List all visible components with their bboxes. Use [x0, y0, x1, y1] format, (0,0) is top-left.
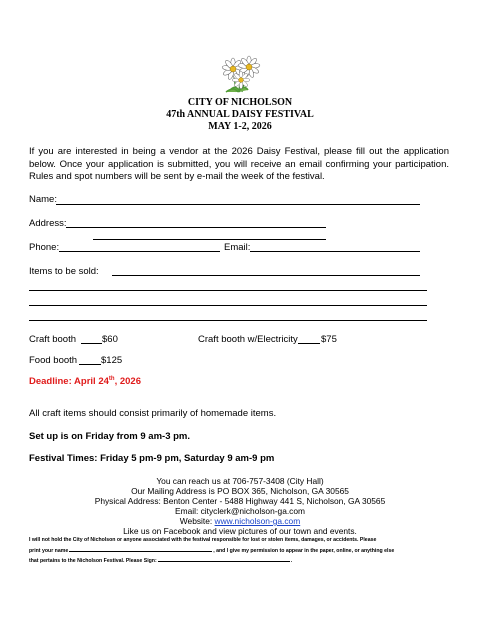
items-line-1[interactable] — [29, 290, 427, 291]
email-field[interactable] — [250, 251, 420, 252]
deadline — [29, 376, 141, 388]
items-field[interactable] — [112, 275, 420, 276]
website-prefix: Website: — [179, 516, 215, 526]
homemade-note: All craft items should consist primarily of homemade items. — [29, 408, 277, 419]
disclaimer-print-label: print your name — [29, 548, 69, 554]
header-dates: MAY 1-2, 2026 — [208, 121, 272, 132]
disclaimer-line1: I will not hold the City of Nicholson or anyone associated with the festival responsible for lost or stolen items, damages, or accidents. Please — [29, 537, 377, 543]
header-festival: 47th ANNUAL DAISY FESTIVAL — [166, 109, 314, 120]
setup-note: Set up is on Friday from 9 am-3 pm. — [29, 431, 191, 442]
craft-booth-label: Craft booth — [29, 334, 76, 345]
craft-elec-price: $75 — [321, 334, 337, 345]
intro-paragraph: If you are interested in being a vendor at the 2026 Daisy Festival, please fill out the application below. Once your application is submitted, you will receive an email confirming your participation. Rules and spot numbers will be sent by e-mail the week of the festival. — [29, 146, 449, 182]
email-link[interactable]: cityclerk@nicholson-ga.com — [200, 506, 305, 516]
signature-field[interactable] — [158, 555, 293, 564]
items-line-2[interactable] — [29, 305, 427, 306]
food-booth-label: Food booth — [29, 355, 78, 366]
address-field-line2[interactable] — [93, 239, 326, 240]
website-link[interactable]: www.nicholson-ga.com — [214, 516, 301, 526]
email-label: Email: — [224, 242, 251, 253]
deadline-sup: th — [108, 375, 115, 382]
disclaimer-line3 — [29, 555, 449, 567]
festival-times: Festival Times: Friday 5 pm-9 pm, Saturday 9 am-9 pm — [29, 453, 275, 464]
address-field-line1[interactable] — [66, 227, 326, 228]
name-label: Name: — [29, 194, 57, 205]
header-city: CITY OF NICHOLSON — [187, 97, 293, 108]
contact-email-row — [0, 506, 480, 516]
contact-phone: You can reach us at 706-757-3408 (City Hall) — [156, 476, 324, 486]
address-label: Address: — [29, 218, 67, 229]
craft-booth-blank[interactable] — [81, 343, 102, 344]
disclaimer-sign-label: that pertains to the Nicholson Festival. Please Sign: — [29, 558, 157, 564]
craft-elec-label: Craft booth w/Electricity — [198, 334, 298, 345]
phone-field[interactable] — [59, 251, 220, 252]
food-booth-price: $125 — [101, 355, 123, 366]
disclaimer-end: . — [290, 558, 293, 564]
email-prefix: Email: — [175, 506, 201, 516]
daisy-flowers-icon — [216, 54, 266, 94]
deadline-suffix: , 2026 — [114, 376, 141, 387]
items-line-3[interactable] — [29, 320, 427, 321]
print-name-field[interactable] — [69, 545, 212, 552]
name-field[interactable] — [56, 204, 420, 205]
deadline-prefix: Deadline: April 24 — [29, 376, 109, 387]
contact-mailing: Our Mailing Address is PO BOX 365, Nicholson, GA 30565 — [131, 486, 349, 496]
craft-booth-price: $60 — [102, 334, 118, 345]
contact-physical: Physical Address: Benton Center - 5488 Highway 441 S, Nicholson, GA 30565 — [94, 496, 386, 506]
food-booth-blank[interactable] — [79, 364, 101, 365]
disclaimer-permission: , and I give my permission to appear in the paper, online, or anything else — [213, 548, 395, 554]
contact-website-row — [0, 516, 480, 526]
craft-elec-blank[interactable] — [298, 343, 320, 344]
phone-label: Phone: — [29, 242, 60, 253]
contact-facebook: Like us on Facebook and view pictures of our town and events. — [123, 526, 357, 536]
items-label: Items to be sold: — [29, 266, 99, 277]
